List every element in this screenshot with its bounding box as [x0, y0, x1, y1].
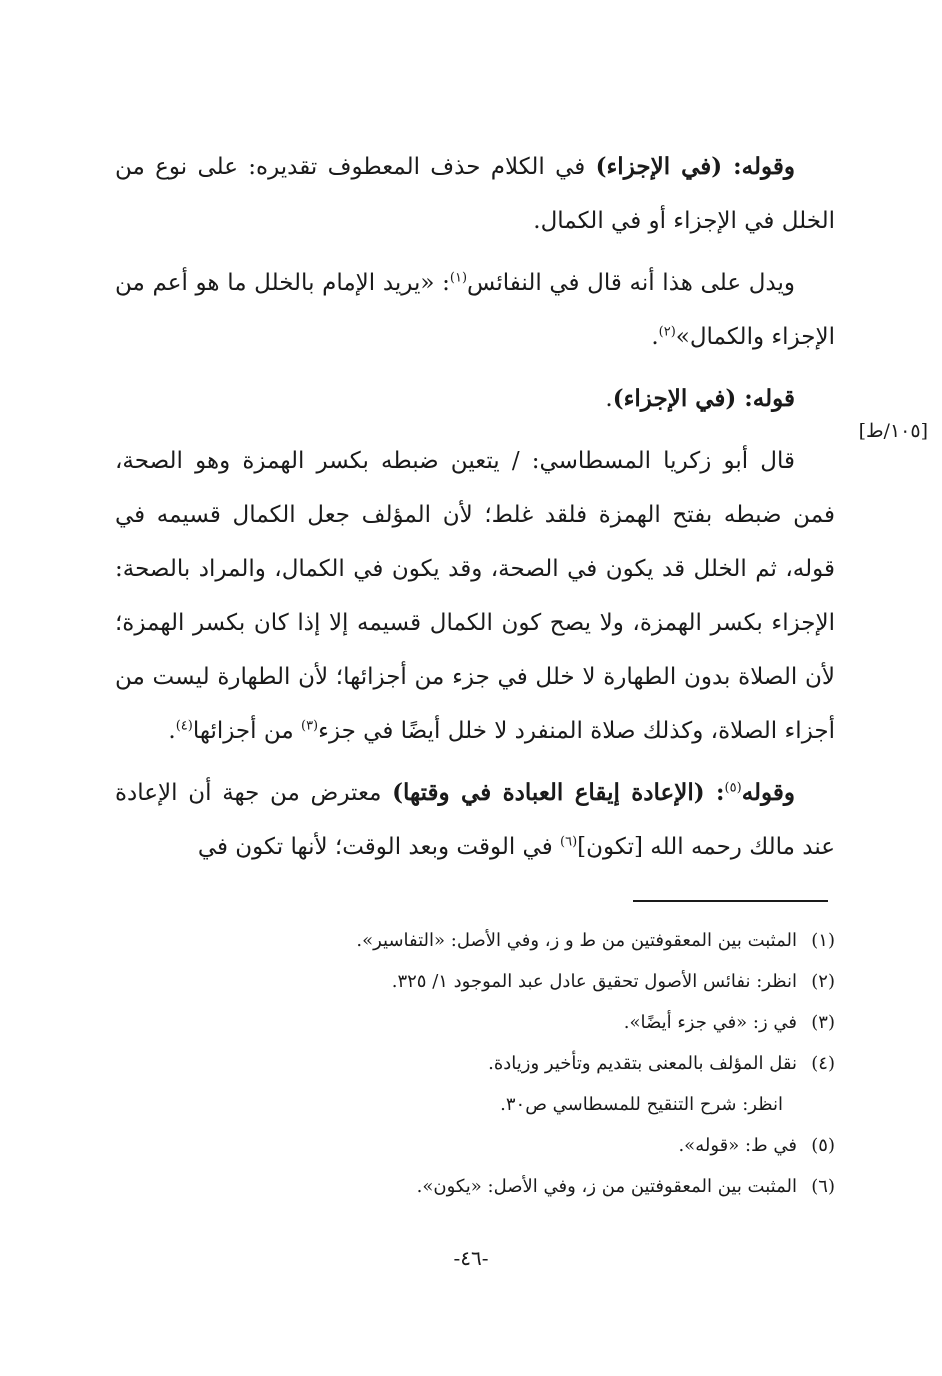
footnote-number: (٤): [811, 1053, 835, 1074]
footnote-text: في ط: «قوله».: [678, 1135, 797, 1156]
footnote-number: (٥): [811, 1135, 835, 1156]
footnote-reference[interactable]: (٥): [724, 780, 742, 796]
footnote-text: المثبت بين المعقوفتين من ط و ز، وفي الأصل: «التفاسير».: [356, 930, 797, 951]
footnote: [115, 1002, 835, 1043]
footnote-text: نقل المؤلف بالمعنى بتقديم وتأخير وزيادة.: [488, 1053, 797, 1074]
paragraph-text: : «يريد الإمام بالخلل ما هو أعم من الإجزاء والكمال»: [115, 270, 835, 350]
paragraph-text: من أجزائها: [192, 718, 301, 744]
footnote: [115, 1166, 835, 1207]
paragraph: [115, 140, 835, 248]
footnote-number: (٦): [811, 1176, 835, 1197]
footnotes: [115, 920, 835, 1207]
paragraph-text: معترض من جهة أن الإعادة عند مالك رحمه الله [تكون]: [115, 780, 835, 860]
lemma: وقوله: [741, 779, 796, 806]
paragraph-text: .: [651, 324, 659, 350]
paragraph: [115, 434, 835, 758]
lemma: قوله: (في الإجزاء): [612, 385, 795, 412]
footnote-text: المثبت بين المعقوفتين من ز، وفي الأصل: «يكون».: [416, 1176, 797, 1197]
footnote-reference[interactable]: (٦): [560, 834, 578, 850]
margin-folio-note: [١٠٥/ط]: [858, 420, 928, 442]
main-text: [115, 140, 835, 882]
paragraph: [115, 256, 835, 364]
footnote: [115, 1043, 835, 1084]
paragraph-text: في الكلام حذف المعطوف تقديره: على نوع من الخلل في الإجزاء أو في الكمال.: [115, 154, 835, 234]
footnote-text: انظر: نفائس الأصول تحقيق عادل عبد الموجود ١/ ٣٢٥.: [391, 971, 797, 992]
paragraph: [115, 766, 835, 874]
paragraph-text: قال أبو زكريا المسطاسي: / يتعين ضبطه بكسر الهمزة وهو الصحة، فمن ضبطه بفتح الهمزة فلقد غلط؛ لأن المؤلف جعل الكمال قسيمه في قوله، ثم الخلل قد يكون في الصحة، وقد يكون في الكمال، والمراد بالصحة: الإجزاء بكسر الهمزة، ولا يصح كون الكمال قسيمه إلا إذا كان بكسر الهمزة؛ لأن الصلاة بدون الطهارة لا خلل في جزء من أجزائها؛ لأن الطهارة ليست من أجزاء الصلاة، وكذلك صلاة المنفرد لا خلل أيضًا في جزء: [115, 448, 835, 744]
footnote-number: (٣): [811, 1012, 835, 1033]
footnote: [115, 1125, 835, 1166]
footnote: [115, 920, 835, 961]
footnote-continuation: [115, 1084, 835, 1125]
footnote-reference[interactable]: (٢): [658, 324, 676, 340]
paragraph: [115, 372, 835, 426]
footnote-reference[interactable]: (١): [449, 270, 468, 286]
footnote-text: في ز: «في جزء أيضًا».: [623, 1012, 797, 1033]
footnote-reference[interactable]: (٣): [300, 718, 319, 734]
footnote-number: (٢): [811, 971, 835, 992]
paragraph-text: .: [168, 718, 176, 744]
lemma: : (الإعادة إيقاع العبادة في وقتها): [392, 779, 725, 806]
footnote-reference[interactable]: (٤): [175, 718, 193, 734]
footnote-separator: [633, 900, 828, 902]
paragraph-text: في الوقت وبعد الوقت؛ لأنها تكون في: [197, 834, 561, 860]
footnote-text: انظر: شرح التنقيح للمسطاسي ص٣٠.: [500, 1094, 783, 1115]
paragraph-text: ويدل على هذا أنه قال في النفائس: [467, 270, 795, 296]
page-number: -٤٦-: [453, 1246, 489, 1270]
footnote: [115, 961, 835, 1002]
lemma: وقوله: (في الإجزاء): [595, 153, 795, 180]
paragraph-text: .: [605, 386, 613, 412]
footnote-number: (١): [811, 930, 835, 951]
